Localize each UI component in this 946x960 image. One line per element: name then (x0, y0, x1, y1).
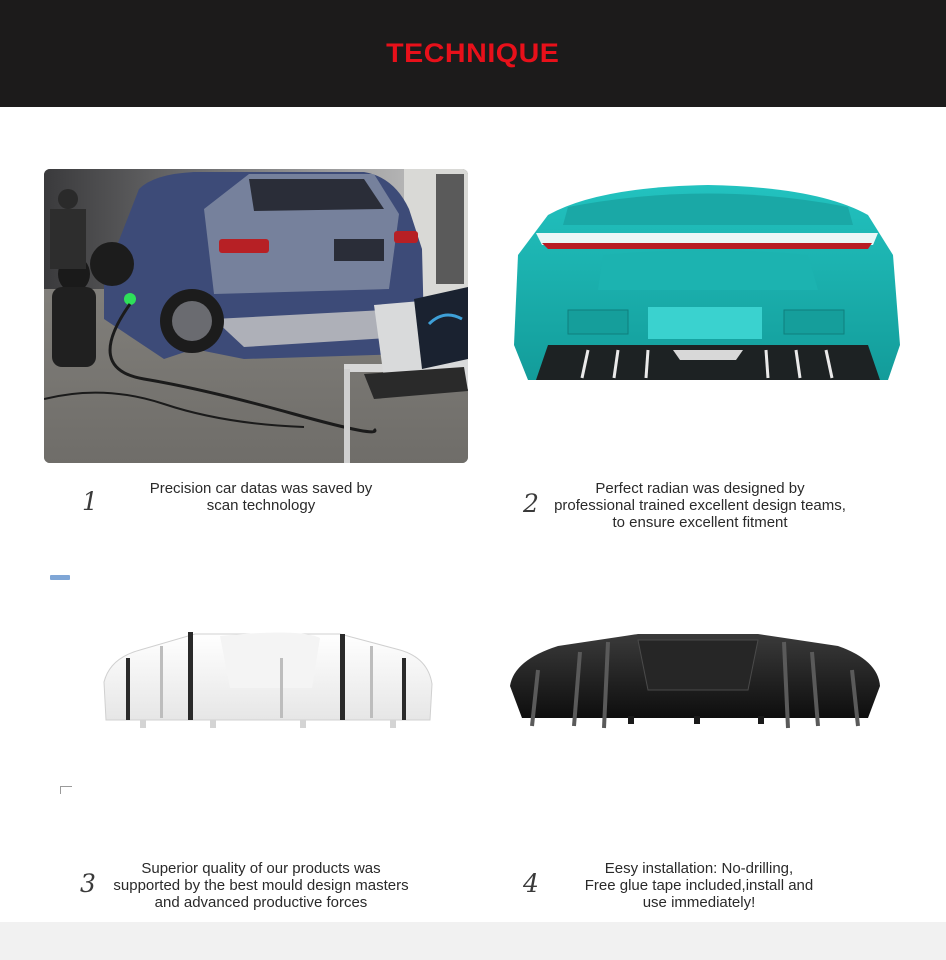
step-caption-1: Precision car datas was saved by scan technology (149, 480, 373, 514)
step-number-2: 2 (523, 489, 539, 518)
step-number-3: 3 (80, 869, 96, 898)
teal-3d-render (508, 185, 906, 390)
carbon-diffuser (508, 630, 882, 732)
car-scan-photo (44, 169, 468, 463)
small-corner-mark (60, 786, 72, 794)
step-caption-3: Superior quality of our products was supported by the best mould design masters and advanced productive forces (113, 860, 409, 911)
white-diffuser-mould (100, 628, 436, 732)
footer-band (0, 922, 946, 960)
small-tag-mark (50, 575, 70, 580)
header-banner (0, 0, 946, 107)
page-title: TECHNIQUE (386, 38, 560, 68)
step-number-4: 4 (523, 869, 539, 898)
step-caption-4: Eesy installation: No-drilling, Free glue tape included,install and use immediately! (584, 860, 814, 911)
step-number-1: 1 (82, 487, 98, 516)
step-caption-2: Perfect radian was designed by professional trained excellent design teams, to ensure excellent fitment (554, 480, 846, 531)
